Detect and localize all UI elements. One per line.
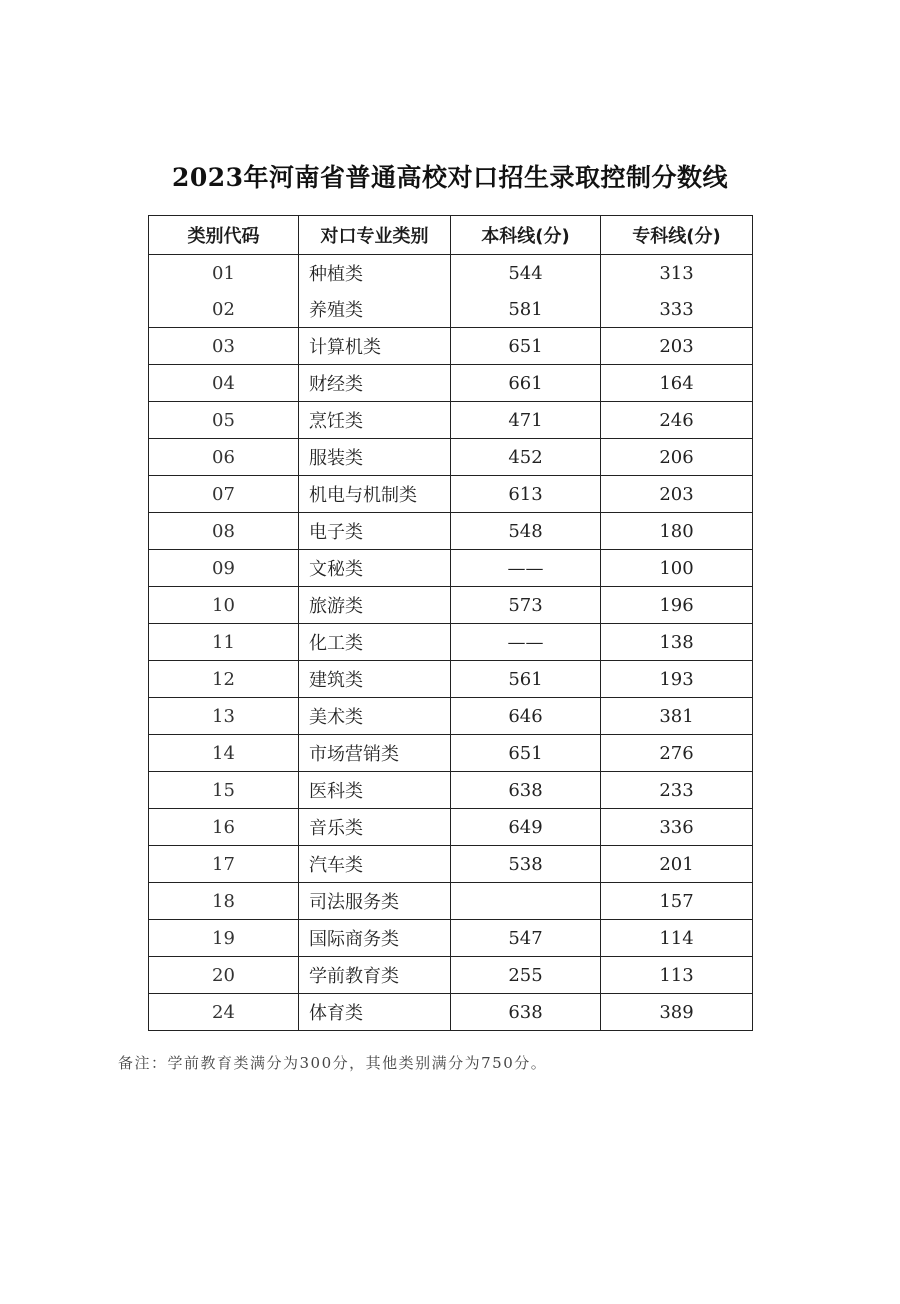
major-name-cell: 汽车类 bbox=[299, 846, 451, 883]
associate-score-cell: 193 bbox=[601, 661, 753, 698]
bachelor-score-cell: 661 bbox=[451, 365, 601, 402]
associate-score-cell: 206 bbox=[601, 439, 753, 476]
code-cell: 02 bbox=[149, 291, 299, 328]
bachelor-score-cell: 649 bbox=[451, 809, 601, 846]
table-header bbox=[149, 216, 753, 255]
associate-score-cell: 381 bbox=[601, 698, 753, 735]
table-body bbox=[149, 255, 753, 1031]
code-cell: 07 bbox=[149, 476, 299, 513]
table-row bbox=[149, 402, 753, 439]
associate-score-cell: 114 bbox=[601, 920, 753, 957]
code-cell: 16 bbox=[149, 809, 299, 846]
header-major-category: 对口专业类别 bbox=[299, 216, 451, 255]
major-name-cell: 烹饪类 bbox=[299, 402, 451, 439]
table-row bbox=[149, 920, 753, 957]
page-title: 2023年河南省普通高校对口招生录取控制分数线 bbox=[171, 163, 729, 192]
bachelor-score-cell: 538 bbox=[451, 846, 601, 883]
associate-score-cell: 203 bbox=[601, 328, 753, 365]
code-cell: 08 bbox=[149, 513, 299, 550]
table-row bbox=[149, 809, 753, 846]
code-cell: 18 bbox=[149, 883, 299, 920]
bachelor-score-cell: 651 bbox=[451, 735, 601, 772]
major-name-cell: 养殖类 bbox=[299, 291, 451, 328]
associate-score-cell: 100 bbox=[601, 550, 753, 587]
major-name-cell: 服装类 bbox=[299, 439, 451, 476]
code-cell: 14 bbox=[149, 735, 299, 772]
bachelor-score-cell: 548 bbox=[451, 513, 601, 550]
associate-score-cell: 246 bbox=[601, 402, 753, 439]
bachelor-score-cell: 581 bbox=[451, 291, 601, 328]
major-name-cell: 机电与机制类 bbox=[299, 476, 451, 513]
associate-score-cell: 203 bbox=[601, 476, 753, 513]
table-row bbox=[149, 883, 753, 920]
associate-score-cell: 276 bbox=[601, 735, 753, 772]
major-name-cell: 电子类 bbox=[299, 513, 451, 550]
table-row bbox=[149, 476, 753, 513]
major-name-cell: 学前教育类 bbox=[299, 957, 451, 994]
associate-score-cell: 333 bbox=[601, 291, 753, 328]
associate-score-cell: 180 bbox=[601, 513, 753, 550]
associate-score-cell: 157 bbox=[601, 883, 753, 920]
code-cell: 12 bbox=[149, 661, 299, 698]
bachelor-score-cell: 471 bbox=[451, 402, 601, 439]
table-row bbox=[149, 698, 753, 735]
bachelor-score-cell: 547 bbox=[451, 920, 601, 957]
major-name-cell: 化工类 bbox=[299, 624, 451, 661]
bachelor-score-cell: 561 bbox=[451, 661, 601, 698]
major-name-cell: 财经类 bbox=[299, 365, 451, 402]
major-name-cell: 文秘类 bbox=[299, 550, 451, 587]
major-name-cell: 体育类 bbox=[299, 994, 451, 1031]
major-name-cell: 旅游类 bbox=[299, 587, 451, 624]
header-category-code: 类别代码 bbox=[149, 216, 299, 255]
table-row bbox=[149, 661, 753, 698]
table-row bbox=[149, 587, 753, 624]
major-name-cell: 医科类 bbox=[299, 772, 451, 809]
bachelor-score-cell: —— bbox=[451, 550, 601, 587]
bachelor-score-cell: 255 bbox=[451, 957, 601, 994]
bachelor-score-cell: —— bbox=[451, 624, 601, 661]
code-cell: 04 bbox=[149, 365, 299, 402]
table-row bbox=[149, 957, 753, 994]
code-cell: 03 bbox=[149, 328, 299, 365]
table-row bbox=[149, 846, 753, 883]
associate-score-cell: 336 bbox=[601, 809, 753, 846]
code-cell: 10 bbox=[149, 587, 299, 624]
header-row bbox=[149, 216, 753, 255]
table-row bbox=[149, 513, 753, 550]
code-cell: 13 bbox=[149, 698, 299, 735]
bachelor-score-cell: 544 bbox=[451, 255, 601, 292]
code-cell: 01 bbox=[149, 255, 299, 292]
bachelor-score-cell: 452 bbox=[451, 439, 601, 476]
table-row bbox=[149, 550, 753, 587]
code-cell: 17 bbox=[149, 846, 299, 883]
major-name-cell: 计算机类 bbox=[299, 328, 451, 365]
code-cell: 24 bbox=[149, 994, 299, 1031]
code-cell: 20 bbox=[149, 957, 299, 994]
bachelor-score-cell bbox=[451, 883, 601, 920]
header-bachelor-line: 本科线(分) bbox=[451, 216, 601, 255]
associate-score-cell: 138 bbox=[601, 624, 753, 661]
table-row bbox=[149, 255, 753, 292]
associate-score-cell: 201 bbox=[601, 846, 753, 883]
bachelor-score-cell: 646 bbox=[451, 698, 601, 735]
code-cell: 05 bbox=[149, 402, 299, 439]
code-cell: 06 bbox=[149, 439, 299, 476]
major-name-cell: 市场营销类 bbox=[299, 735, 451, 772]
code-cell: 15 bbox=[149, 772, 299, 809]
major-name-cell: 种植类 bbox=[299, 255, 451, 292]
table-row bbox=[149, 624, 753, 661]
table-row bbox=[149, 994, 753, 1031]
bachelor-score-cell: 573 bbox=[451, 587, 601, 624]
bachelor-score-cell: 638 bbox=[451, 772, 601, 809]
code-cell: 19 bbox=[149, 920, 299, 957]
associate-score-cell: 313 bbox=[601, 255, 753, 292]
associate-score-cell: 196 bbox=[601, 587, 753, 624]
major-name-cell: 司法服务类 bbox=[299, 883, 451, 920]
table-row bbox=[149, 328, 753, 365]
major-name-cell: 音乐类 bbox=[299, 809, 451, 846]
major-name-cell: 建筑类 bbox=[299, 661, 451, 698]
bachelor-score-cell: 638 bbox=[451, 994, 601, 1031]
major-name-cell: 美术类 bbox=[299, 698, 451, 735]
header-associate-line: 专科线(分) bbox=[601, 216, 753, 255]
associate-score-cell: 164 bbox=[601, 365, 753, 402]
bachelor-score-cell: 613 bbox=[451, 476, 601, 513]
code-cell: 09 bbox=[149, 550, 299, 587]
table-row bbox=[149, 365, 753, 402]
table-row bbox=[149, 439, 753, 476]
associate-score-cell: 233 bbox=[601, 772, 753, 809]
table-row bbox=[149, 772, 753, 809]
major-name-cell: 国际商务类 bbox=[299, 920, 451, 957]
score-table bbox=[148, 215, 753, 1031]
table-row bbox=[149, 735, 753, 772]
associate-score-cell: 113 bbox=[601, 957, 753, 994]
footnote: 备注：学前教育类满分为300分，其他类别满分为750分。 bbox=[118, 1054, 548, 1072]
table-row bbox=[149, 291, 753, 328]
associate-score-cell: 389 bbox=[601, 994, 753, 1031]
bachelor-score-cell: 651 bbox=[451, 328, 601, 365]
code-cell: 11 bbox=[149, 624, 299, 661]
